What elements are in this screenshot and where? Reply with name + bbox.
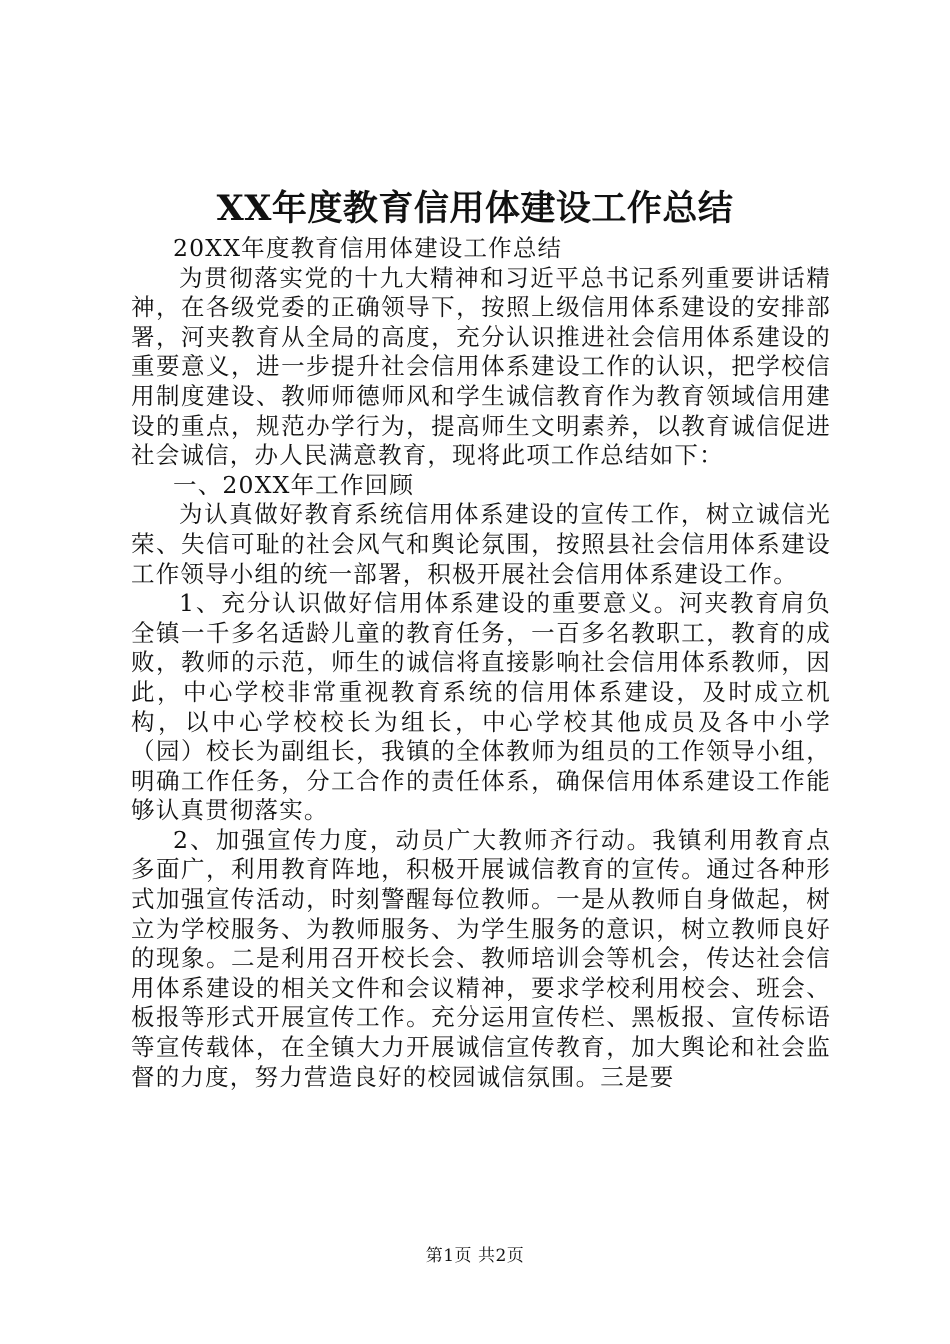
page-footer: 第1页 共2页 (425, 1246, 525, 1266)
paragraph-review: 为认真做好教育系统信用体系建设的宣传工作，树立诚信光荣、失信可耻的社会风气和舆论氛围，按照县社会信用体系建设工作领导小组的统一部署，积极开展社会信用体系建设工作。 (131, 500, 831, 588)
document-title: XX年度教育信用体建设工作总结 (216, 188, 734, 229)
paragraph-intro: 为贯彻落实党的十九大精神和习近平总书记系列重要讲话精神，在各级党委的正确领导下，按照上级信用体系建设的安排部署，河夹教育从全局的高度，充分认识推进社会信用体系建设的重要意义，进一步提升社会信用体系建设工作的认识，把学校信用制度建设、教师师德师风和学生诚信教育作为教育领域信用建设的重点，规范办学行为，提高师生文明素养，以教育诚信促进社会诚信，办人民满意教育，现将此项工作总结如下： (131, 263, 831, 470)
document-subtitle: 20XX年度教育信用体建设工作总结 (173, 234, 563, 262)
paragraph-point-2: 2、加强宣传力度，动员广大教师齐行动。我镇利用教育点多面广，利用教育阵地，积极开展诚信教育的宣传。通过各种形式加强宣传活动，时刻警醒每位教师。一是从教师自身做起，树立为学校服务、为教师服务、为学生服务的意识，树立教师良好的现象。二是利用召开校长会、教师培训会等机会，传达社会信用体系建设的相关文件和会议精神，要求学校利用校会、班会、板报等形式开展宣传工作。充分运用宣传栏、黑板报、宣传标语等宣传载体，在全镇大力开展诚信宣传教育，加大舆论和社会监督的力度，努力营造良好的校园诚信氛围。三是要 (131, 825, 831, 1091)
paragraph-point-1: 1、充分认识做好信用体系建设的重要意义。河夹教育肩负全镇一千多名适龄儿童的教育任务，一百多名教职工，教育的成败，教师的示范，师生的诚信将直接影响社会信用体系教师，因此，中心学校非常重视教育系统的信用体系建设，及时成立机构，以中心学校校长为组长，中心学校其他成员及各中小学（园）校长为副组长，我镇的全体教师为组员的工作领导小组，明确工作任务，分工合作的责任体系，确保信用体系建设工作能够认真贯彻落实。 (131, 589, 831, 825)
section-heading-review: 一、20XX年工作回顾 (173, 470, 415, 499)
document-body (131, 234, 831, 1092)
